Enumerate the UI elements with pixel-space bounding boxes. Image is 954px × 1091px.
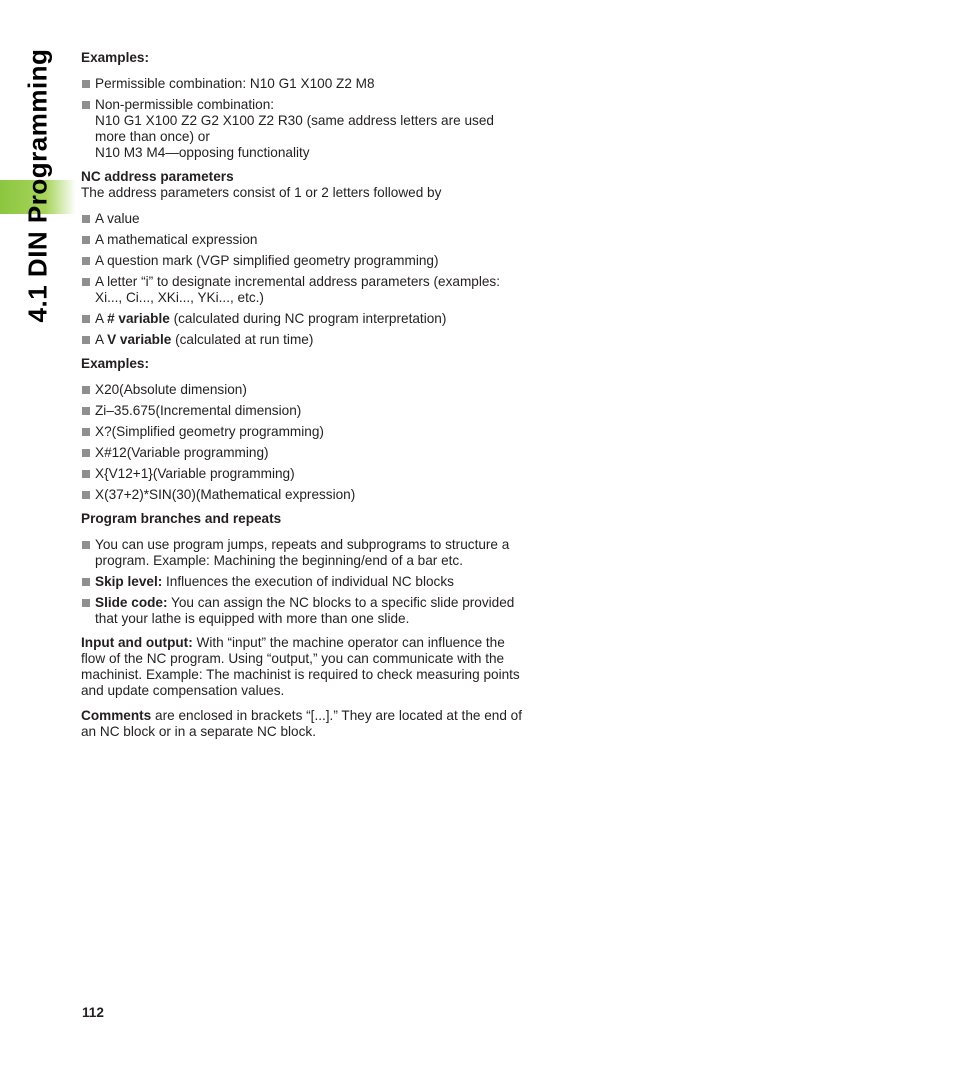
item-bold: V variable [107,332,172,347]
list-item: Zi–35.675(Incremental dimension) [81,403,526,419]
item-text: You can assign the NC blocks to a specific slide provided that your lathe is equipped with more than one slide. [95,595,515,626]
chapter-side-title [6,50,70,320]
list-item: Non-permissible combination: N10 G1 X100 Z2 G2 X100 Z2 R30 (same address letters are used more than once) or N10 M3 M4—opposing functionality [81,97,526,161]
main-content [81,50,526,749]
nc-params-list [81,211,526,348]
list-item: A letter “i” to designate incremental address parameters (examples: Xi..., Ci..., XKi..., YKi..., etc.) [81,274,526,306]
list-item: A question mark (VGP simplified geometry programming) [81,253,526,269]
item-suffix: (calculated during NC program interpretation) [169,311,447,326]
item-prefix: A [95,311,108,326]
list-item [81,332,526,348]
comments-bold: Comments [81,708,152,723]
item-bold: # variable [107,311,170,326]
list-item: X?(Simplified geometry programming) [81,424,526,440]
list-item [81,311,526,327]
item-suffix: (calculated at run time) [171,332,314,347]
list-item: X20(Absolute dimension) [81,382,526,398]
nc-params-intro: The address parameters consist of 1 or 2 letters followed by [81,185,442,200]
list-item: X(37+2)*SIN(30)(Mathematical expression) [81,487,526,503]
branches-list [81,537,526,627]
io-bold: Input and output: [81,635,193,650]
item-text: Influences the execution of individual NC blocks [162,574,454,589]
examples-heading-2: Examples: [81,356,150,371]
list-item: A mathematical expression [81,232,526,248]
list-item: A value [81,211,526,227]
item-bold: Skip level: [95,574,163,589]
list-item [81,595,526,627]
nc-params-heading: NC address parameters [81,169,234,184]
item-prefix: A [95,332,108,347]
list-item: You can use program jumps, repeats and subprograms to structure a program. Example: Machining the beginning/end of a bar etc. [81,537,526,569]
list-item: X{V12+1}(Variable programming) [81,466,526,482]
comments-text: are enclosed in brackets “[...].” They are located at the end of an NC block or in a separate NC block. [81,708,523,739]
io-text: With “input” the machine operator can influence the flow of the NC program. Using “output,” you can communicate with the machinist. Example: The machinist is required to check measuring points and update compensation values. [81,635,520,698]
branches-heading: Program branches and repeats [81,511,282,526]
list-item [81,574,526,590]
examples-list-2 [81,382,526,503]
page-number: 112 [82,1005,104,1020]
input-output-paragraph [81,635,526,699]
list-item: Permissible combination: N10 G1 X100 Z2 M8 [81,76,526,92]
list-item: X#12(Variable programming) [81,445,526,461]
chapter-title-text: 4.1 DIN Programming [22,48,53,322]
examples-list-1 [81,76,526,161]
examples-heading-1: Examples: [81,50,150,65]
item-bold: Slide code: [95,595,168,610]
comments-paragraph [81,708,526,740]
